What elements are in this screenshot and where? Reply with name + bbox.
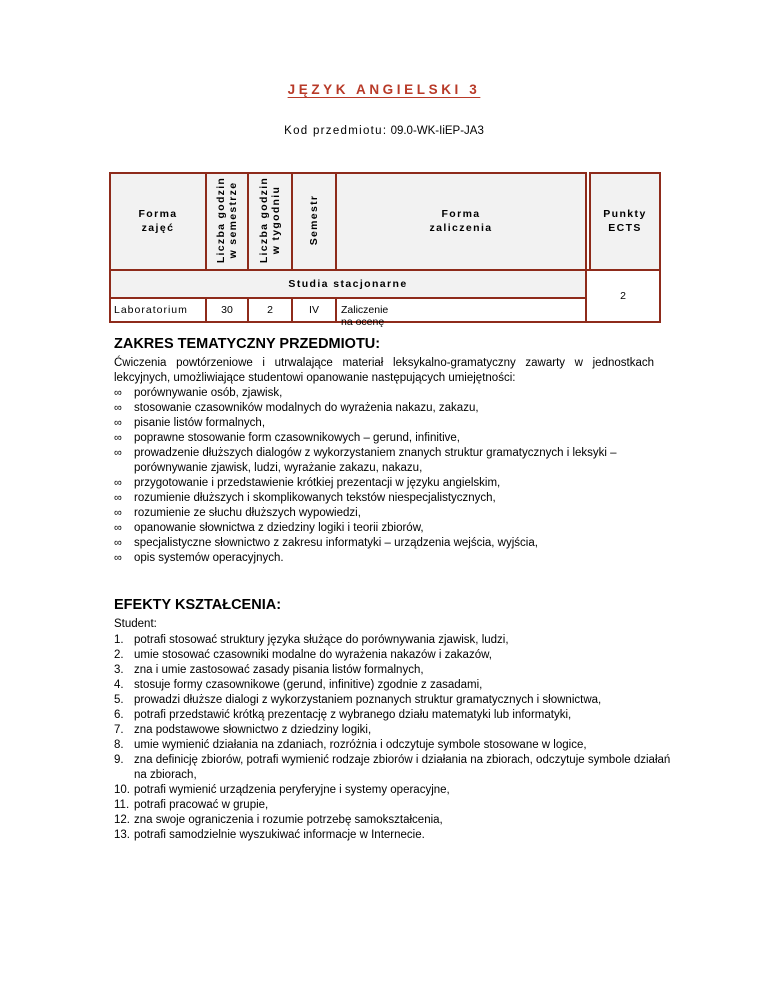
list-item: ∞ pisanie listów formalnych, xyxy=(114,417,266,429)
row-form: Laboratorium xyxy=(114,304,188,316)
row-ects: 2 xyxy=(620,290,626,302)
list-item: ∞ przygotowanie i przedstawienie krótkiej prezentacji w języku angielskim, xyxy=(114,477,501,489)
header-hours-semester: Liczba godzin w semestrze xyxy=(215,176,239,264)
header-ects: Punkty ECTS xyxy=(603,208,647,234)
scope-list xyxy=(114,386,674,566)
list-item: 6. potrafi przedstawić krótką prezentację z wybranego działu matematyki lub informatyki, xyxy=(114,709,572,721)
list-item: ∞ porównywanie osób, zjawisk, xyxy=(114,387,283,399)
list-item: ∞ opanowanie słownictwa z dziedziny logiki i teorii zbiorów, xyxy=(114,522,424,534)
row-semester: IV xyxy=(309,304,319,316)
list-item: 10. potrafi wymienić urządzenia peryferyjne i systemy operacyjne, xyxy=(114,784,450,796)
row-hours-week: 2 xyxy=(267,304,273,316)
header-assessment: Forma zaliczenia xyxy=(429,208,493,234)
course-code xyxy=(0,125,768,137)
header-form: Forma zajęć xyxy=(138,208,178,234)
outcomes-student-label: Student: xyxy=(114,618,157,630)
list-item: 2. umie stosować czasowniki modalne do wyrażenia nakazów i zakazów, xyxy=(114,649,492,661)
course-code-value: 09.0-WK-IiEP-JA3 xyxy=(390,125,484,137)
section-label: Studia stacjonarne xyxy=(288,278,408,290)
list-item: ∞ stosowanie czasowników modalnych do wyrażenia nakazu, zakazu, xyxy=(114,402,479,414)
list-item: ∞ rozumienie dłuższych i skomplikowanych tekstów niespecjalistycznych, xyxy=(114,492,496,504)
row-assessment: Zaliczenie na ocenę xyxy=(341,304,389,328)
scope-intro: Ćwiczenia powtórzeniowe i utrwalające materiał leksykalno-gramatyczny zawarty w jednostkach lekcyjnych, umożliwiające studentowi opanowanie następujących umiejętności: xyxy=(114,357,654,384)
list-item: 9. zna definicję zbiorów, potrafi wymienić rodzaje zbiorów i działania na zbiorach, odczytuje symbole działań na zbiorach, xyxy=(114,754,671,781)
list-item: 12. zna swoje ograniczenia i rozumie potrzebę samokształcenia, xyxy=(114,814,443,826)
scope-heading: ZAKRES TEMATYCZNY PRZEDMIOTU: xyxy=(114,336,381,352)
list-item: 1. potrafi stosować struktury języka służące do porównywania zjawisk, ludzi, xyxy=(114,634,509,646)
list-item: 8. umie wymienić działania na zdaniach, rozróżnia i odczytuje symbole stosowane w logice, xyxy=(114,739,587,751)
header-hours-week: Liczba godzin w tygodniu xyxy=(258,176,282,264)
list-item: ∞ specjalistyczne słownictwo z zakresu informatyki – urządzenia wejścia, wyjścia, xyxy=(114,537,538,549)
list-item: ∞ opis systemów operacyjnych. xyxy=(114,552,284,564)
list-item: 3. zna i umie zastosować zasady pisania listów formalnych, xyxy=(114,664,424,676)
list-item: ∞ rozumienie ze słuchu dłuższych wypowiedzi, xyxy=(114,507,361,519)
list-item: ∞ poprawne stosowanie form czasownikowych – gerund, infinitive, xyxy=(114,432,460,444)
list-item: 7. zna podstawowe słownictwo z dziedziny logiki, xyxy=(114,724,372,736)
list-item: 13. potrafi samodzielnie wyszukiwać informacje w Internecie. xyxy=(114,829,425,841)
course-code-label: Kod przedmiotu: xyxy=(284,125,388,137)
list-item: 4. stosuje formy czasownikowe (gerund, infinitive) zgodnie z zasadami, xyxy=(114,679,483,691)
outcomes-heading: EFEKTY KSZTAŁCENIA: xyxy=(114,597,282,613)
row-hours-semester: 30 xyxy=(221,304,233,316)
document-title: JĘZYK ANGIELSKI 3 xyxy=(287,82,481,97)
list-item: ∞ prowadzenie dłuższych dialogów z wykorzystaniem znanych struktur gramatycznych i leksyki – porównywanie zjawisk, ludzi, wyrażanie zakazu, nakazu, xyxy=(114,447,617,474)
outcomes-list xyxy=(114,633,684,843)
list-item: 5. prowadzi dłuższe dialogi z wykorzystaniem poznanych struktur gramatycznych i słownictwa, xyxy=(114,694,602,706)
header-semester: Semestr xyxy=(308,194,320,246)
list-item: 11. potrafi pracować w grupie, xyxy=(114,799,269,811)
